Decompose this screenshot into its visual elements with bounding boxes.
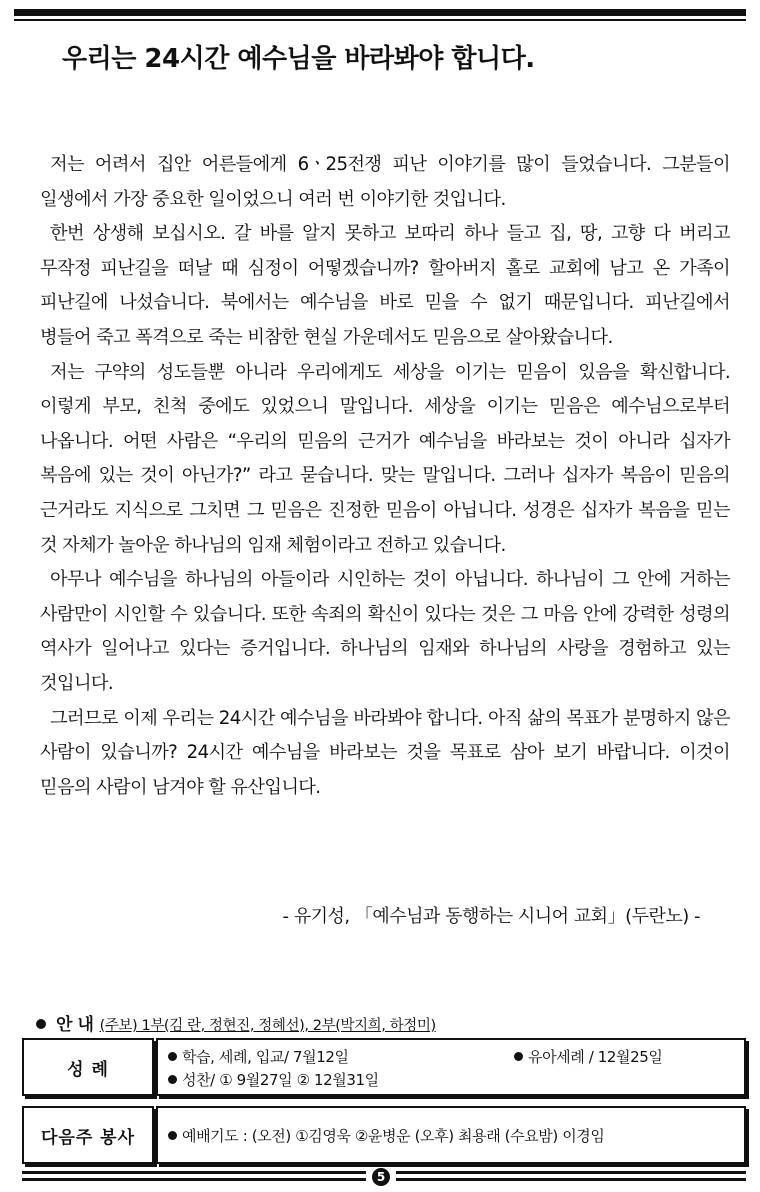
sacrament-line-1 (168, 1046, 349, 1067)
top-rule (14, 9, 746, 16)
paragraph: 저는 어려서 집안 어른들에게 6ㆍ25전쟁 피난 이야기를 많이 들었습니다. 그분들이 일생에서 가장 중요한 일이었으니 여러 번 이야기한 것입니다. (40, 154, 730, 210)
sacrament-item: 유아세례 / 12월25일 (528, 1048, 663, 1066)
next-week-label: 다음주 봉사 (40, 1127, 136, 1148)
sacrament-content-box (156, 1038, 746, 1096)
article-body (40, 148, 730, 805)
notice-detail: (주보) 1부(김 란, 정현진, 정혜선), 2부(박지희, 하정미) (99, 1018, 436, 1034)
next-week-item: 예배기도 : (오전) ①김영욱 ②윤병운 (오후) 최용래 (수요밤) 이경임 (182, 1127, 605, 1145)
bullet-icon (168, 1052, 177, 1061)
sacrament-label: 성 례 (67, 1059, 109, 1080)
sacrament-label-box (22, 1038, 154, 1096)
bullet-icon (514, 1052, 523, 1061)
bullet-icon (168, 1131, 177, 1140)
paragraph: 아무나 예수님을 하나님의 아들이라 시인하는 것이 아닙니다. 하나님이 그 안에 거하는 사람만이 시인할 수 있습니다. 또한 속죄의 확신이 있다는 것은 그 마음 안에 강력한 성령의 역사가 일어나고 있다는 증거입니다. 하나님의 임재와 하나님의 사랑을 경험하고 있는 것입니다. (40, 569, 730, 694)
bottom-rule-left (22, 1170, 366, 1184)
bottom-rule-right (396, 1170, 746, 1184)
sacrament-line-1-right (514, 1046, 663, 1067)
notice-line (36, 1010, 736, 1035)
next-week-content-box (156, 1106, 746, 1164)
paragraph: 한번 상생해 보십시오. 갈 바를 알지 못하고 보따리 하나 들고 집, 땅, 고향 다 버리고 무작정 피난길을 떠날 때 심정이 어떻겠습니까? 할아버지 홀로 교회에 남고 온 가족이 피난길에 나섰습니다. 북에서는 예수님을 바로 믿을 수 없기 때문입니다. 피난길에서 병들어 죽고 폭격으로 죽는 비참한 현실 가운데서도 믿음으로 살아왔습니다. (40, 223, 730, 348)
bullet-icon (36, 1019, 46, 1029)
next-week-label-box (22, 1106, 154, 1164)
sacrament-item: 학습, 세례, 입교/ 7월12일 (182, 1048, 349, 1066)
source-citation: - 유기성, 「예수님과 동행하는 시니어 교회」(두란노) - (282, 906, 700, 927)
page-number: 5 (372, 1168, 390, 1186)
next-week-line (168, 1125, 604, 1146)
sacrament-line-2 (168, 1069, 379, 1090)
article-title: 우리는 24시간 예수님을 바라봐야 합니다. (62, 44, 535, 74)
paragraph: 그러므로 이제 우리는 24시간 예수님을 바라봐야 합니다. 아직 삶의 목표가 분명하지 않은 사람이 있습니까? 24시간 예수님을 바라보는 것을 목표로 삼아 보기 바랍니다. 이것이 믿음의 사람이 남겨야 할 유산입니다. (40, 707, 730, 798)
sacrament-item: 성찬/ ① 9월27일 ② 12월31일 (182, 1071, 379, 1089)
notice-head: 안 내 (56, 1015, 94, 1035)
bullet-icon (168, 1075, 177, 1084)
paragraph: 저는 구약의 성도들뿐 아니라 우리에게도 세상을 이기는 믿음이 있음을 확신합니다. 이렇게 부모, 친척 중에도 있었으니 말입니다. 세상을 이기는 믿음은 예수님으로부터 나옵니다. 어떤 사람은 “우리의 믿음의 근거가 예수님을 바라보는 것이 아니라 십자가 복음에 있는 것이 아닌가?” 라고 묻습니다. 맞는 말입니다. 그러나 십자가 복음이 믿음의 근거라도 지식으로 그치면 그 믿음은 진정한 믿음이 아닙니다. 성경은 십자가 복음을 믿는 것 자체가 놀아운 하나님의 임재 체험이라고 전하고 있습니다. (40, 361, 730, 556)
